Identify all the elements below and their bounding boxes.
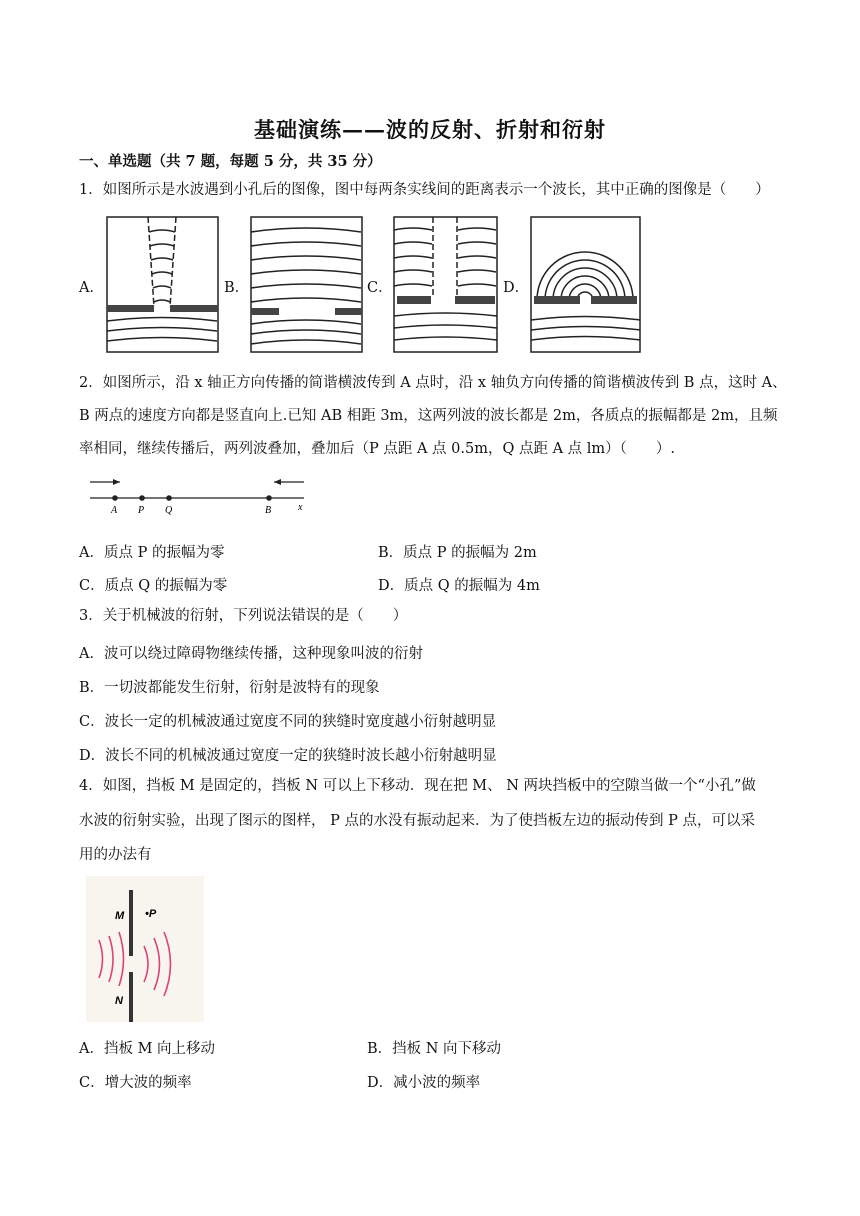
q1-option-a-label[interactable]: A． <box>79 280 104 296</box>
label-n: N <box>115 995 123 1007</box>
page-title: 基础演练——波的反射、折射和衍射 <box>254 117 606 142</box>
q1-option-b-label[interactable]: B． <box>224 280 250 296</box>
label-p: •P <box>145 908 157 920</box>
q1-stem: 1．如图所示是水波遇到小孔后的图像，图中每两条实线间的距离表示一个波长，其中正确的图像是（ ） <box>79 182 770 198</box>
arrow-right-icon <box>113 479 120 485</box>
q2-stem-line-1: 2．如图所示，沿 x 轴正方向传播的简谐横波传到 A 点时，沿 x 轴负方向传播的简谐横波传到 B 点，这时 A、 <box>79 375 787 391</box>
q2-stem-line-2: B 两点的速度方向都是竖直向上.已知 AB 相距 3m，这两列波的波长都是 2m，各质点的振幅都是 2m，且频 <box>79 408 778 424</box>
q2-option-a[interactable]: A．质点 P 的振幅为零 <box>79 545 225 561</box>
label-q: Q <box>165 505 173 516</box>
label-p: P <box>138 505 145 516</box>
point-b <box>266 495 272 501</box>
q4-diffraction-figure <box>86 876 204 1022</box>
q2-option-d[interactable]: D．质点 Q 的振幅为 4m <box>378 578 540 594</box>
q1-figure-b <box>250 216 363 353</box>
q2-option-b[interactable]: B．质点 P 的振幅为 2m <box>378 545 537 561</box>
barrier-n <box>129 972 133 1022</box>
q3-option-a[interactable]: A．波可以绕过障碍物继续传播，这种现象叫波的衍射 <box>79 646 423 662</box>
q4-stem-line-3: 用的办法有 <box>79 847 152 863</box>
point-q <box>166 495 172 501</box>
q1-figure-d <box>530 216 641 353</box>
q1-figure-a <box>106 216 219 353</box>
label-m: M <box>115 910 125 922</box>
q4-option-b[interactable]: B．挡板 N 向下移动 <box>367 1041 502 1057</box>
q3-option-d[interactable]: D．波长不同的机械波通过宽度一定的狭缝时波长越小衍射越明显 <box>79 748 497 764</box>
label-x: x <box>298 502 303 513</box>
point-p <box>139 495 145 501</box>
label-b: B <box>265 505 272 516</box>
q3-stem: 3．关于机械波的衍射，下列说法错误的是（ ） <box>79 608 408 624</box>
section-heading: 一、单选题（共 7 题，每题 5 分，共 35 分） <box>79 153 382 170</box>
q3-option-c[interactable]: C．波长一定的机械波通过宽度不同的狭缝时宽度越小衍射越明显 <box>79 714 497 730</box>
q2-option-c[interactable]: C．质点 Q 的振幅为零 <box>79 578 228 594</box>
q2-stem-line-3: 率相同，继续传播后，两列波叠加，叠加后（P 点距 A 点 0.5m，Q 点距 A 点 lm）（ ）. <box>79 441 676 457</box>
barrier-m <box>129 890 133 956</box>
q4-stem-line-1: 4．如图，挡板 M 是固定的，挡板 N 可以上下移动．现在把 M、 N 两块挡板中的空隙当做一个“小孔”做 <box>79 778 756 794</box>
point-a <box>112 495 118 501</box>
q1-option-d-label[interactable]: D． <box>503 280 530 296</box>
q3-option-b[interactable]: B．一切波都能发生衍射，衍射是波特有的现象 <box>79 680 380 696</box>
q4-option-a[interactable]: A．挡板 M 向上移动 <box>79 1041 216 1057</box>
q2-axis-figure <box>86 476 316 516</box>
q4-option-c[interactable]: C．增大波的频率 <box>79 1075 192 1091</box>
q4-stem-line-2: 水波的衍射实验，出现了图示的图样， P 点的水没有振动起来．为了使挡板左边的振动传到 P 点，可以采 <box>79 813 755 829</box>
q4-option-d[interactable]: D．减小波的频率 <box>367 1075 481 1091</box>
q1-figure-c <box>393 216 498 353</box>
label-a: A <box>111 505 118 516</box>
arrow-left-icon <box>274 479 281 485</box>
q1-option-c-label[interactable]: C． <box>367 280 393 296</box>
